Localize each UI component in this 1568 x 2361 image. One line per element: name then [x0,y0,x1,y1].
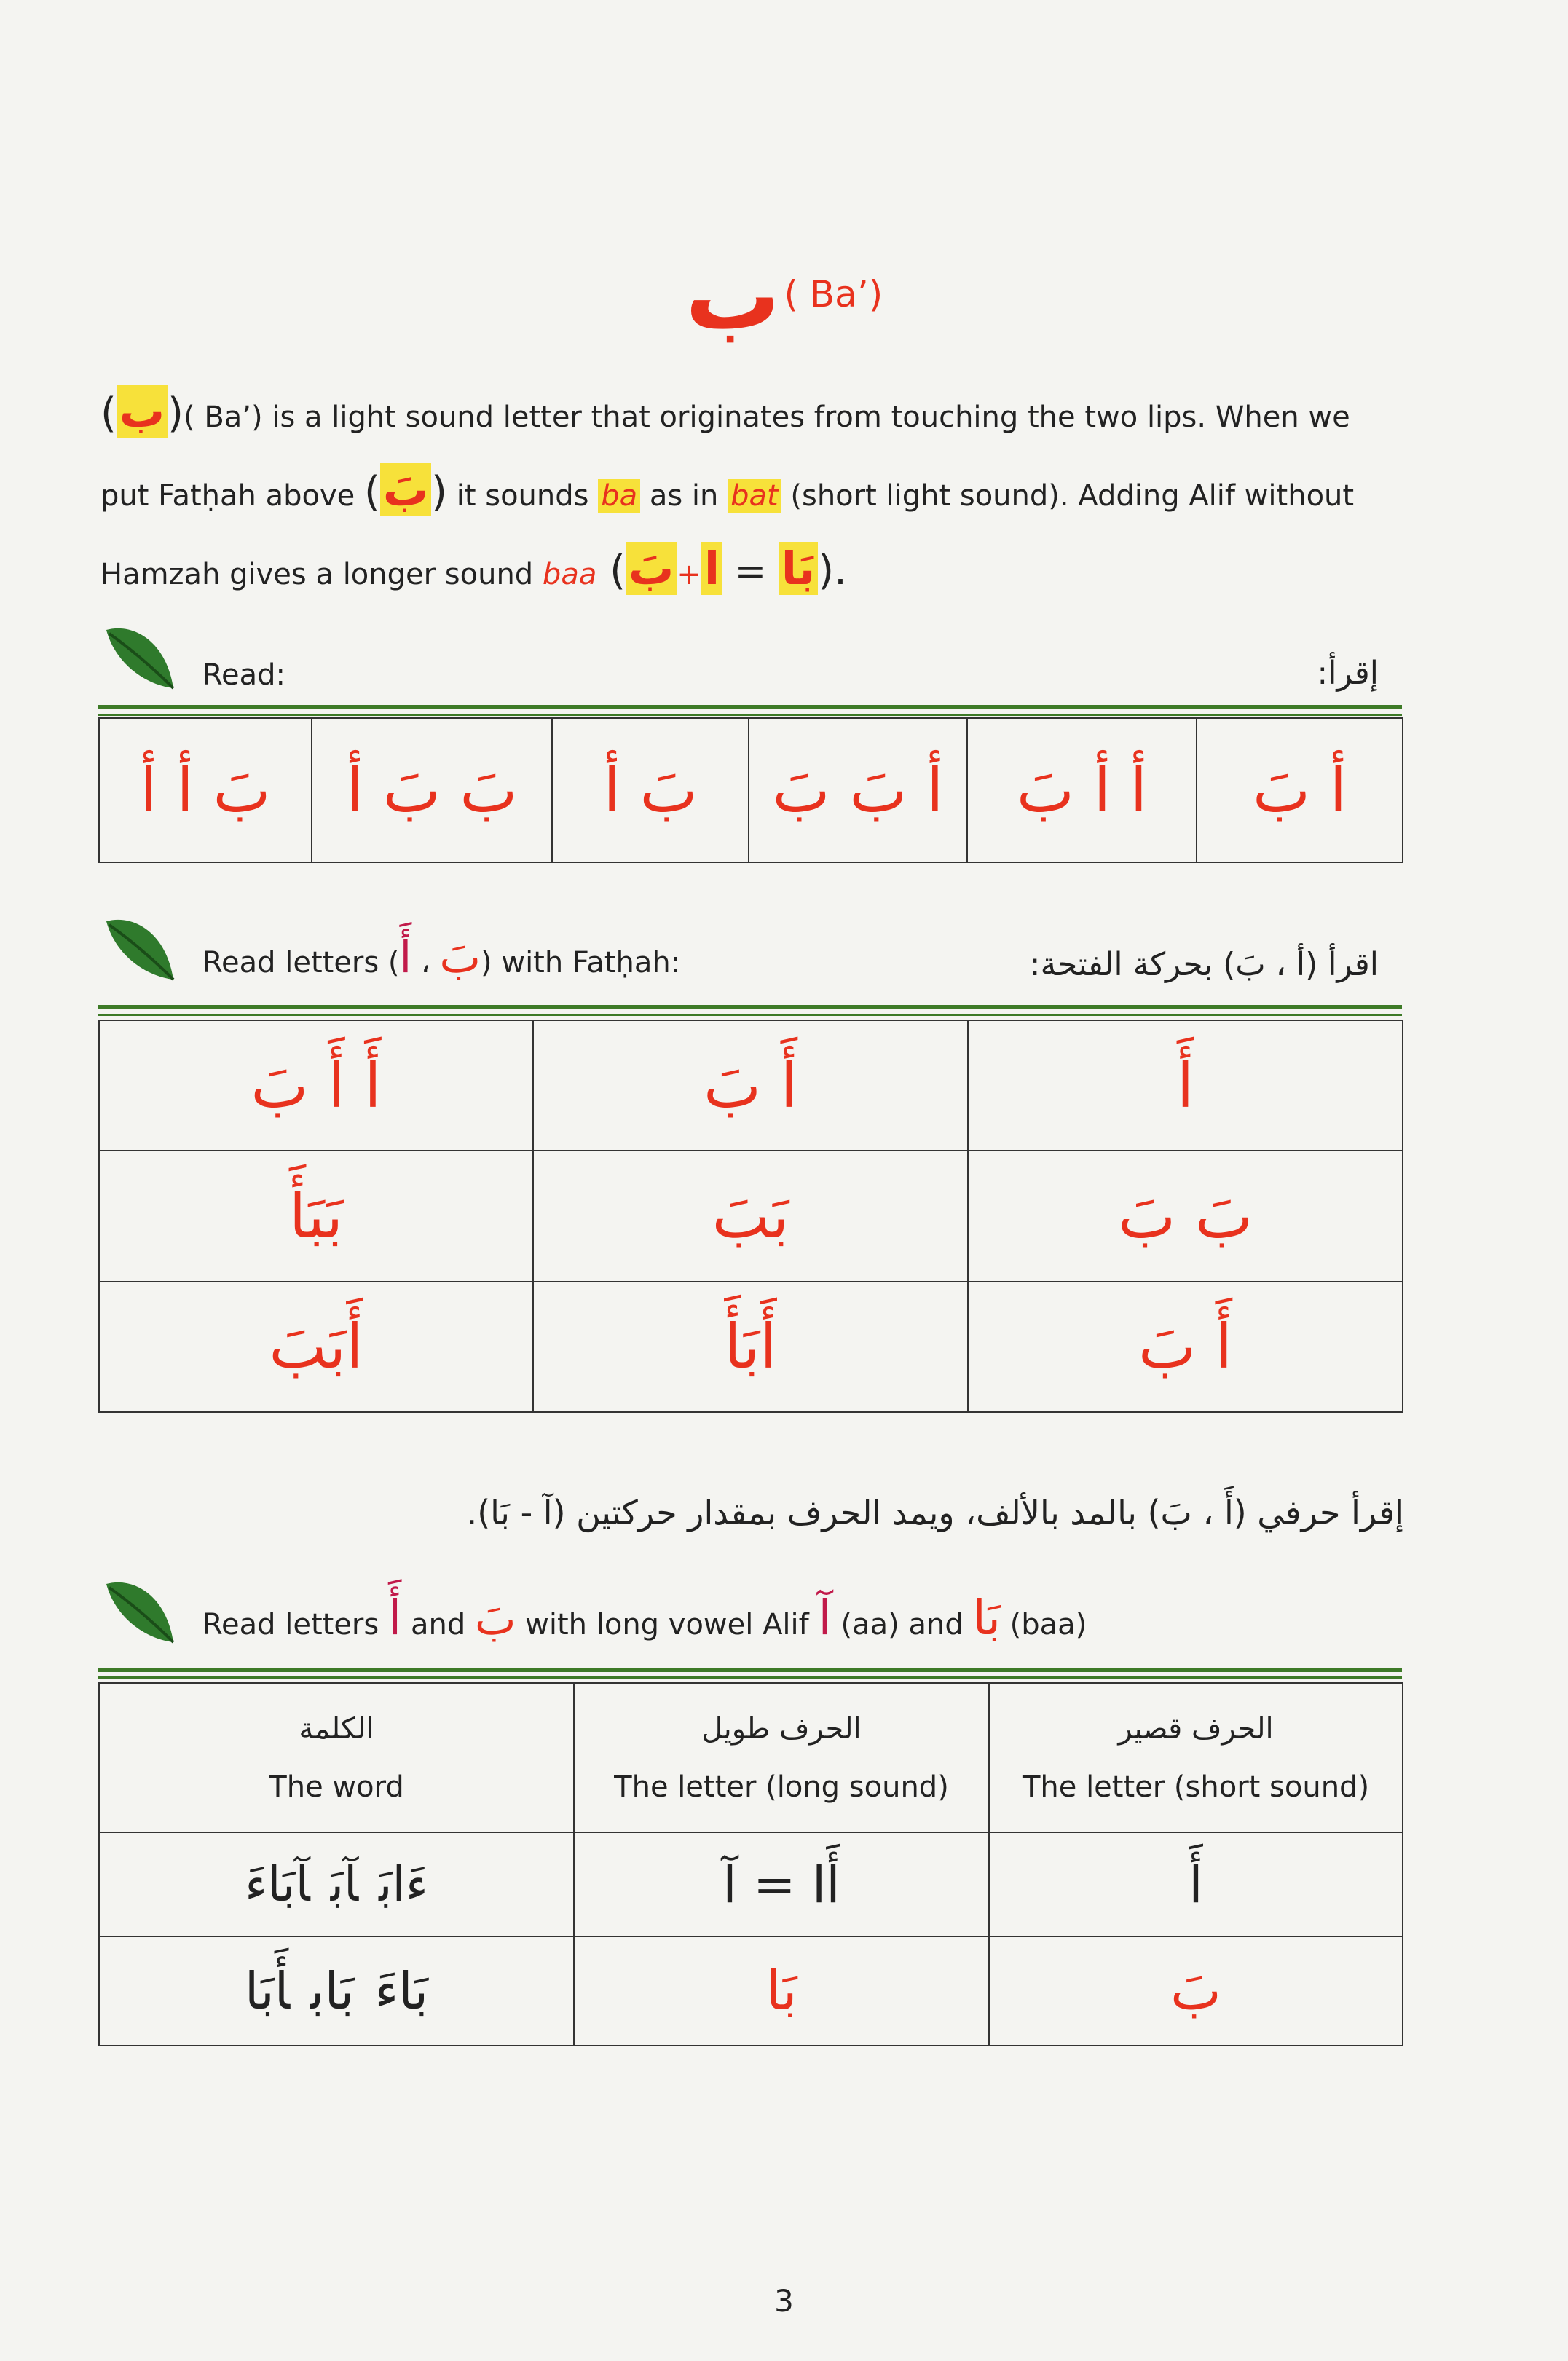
read-table [98,717,1403,863]
table-cell: أ أ بَ [967,718,1197,862]
intro-line-1: (ب)( Ba’) is a light sound letter that originates from touching the two lips. When we [101,385,1350,438]
fathah-table [98,1020,1403,1413]
table-cell: أَبَبَ [99,1282,533,1412]
divider [98,1676,1402,1679]
table-cell: أَ [989,1832,1403,1936]
table-cell: أَا = آ [574,1832,989,1936]
divider [98,1668,1402,1672]
title-letter: ب [685,240,781,351]
table-cell: بَبَ [533,1151,968,1281]
read-label-ar: إقرأ: [1317,655,1379,692]
table-row [99,1282,1403,1412]
table-cell: بَبَأَ [99,1151,533,1281]
table-cell: أ بَ بَ [749,718,967,862]
table-cell: بَا [574,1936,989,2046]
fathah-label-ar: اقرأ (أ ، بَ) بحركة الفتحة: [1029,946,1379,983]
column-header: الكلمة The word [99,1683,574,1832]
table-row [99,1936,1403,2046]
long-vowel-table [98,1682,1403,2046]
table-row [99,1020,1403,1151]
intro-line-3: Hamzah gives a longer sound baa ( بَا = ا+بَ ). [101,542,847,595]
table-cell: بَ أ أ [99,718,312,862]
leaf-icon [101,1573,181,1653]
table-cell: أ بَ [1197,718,1403,862]
section-long-vowel-header [101,1558,1400,1653]
divider [98,1014,1402,1016]
table-cell: ءَابَآبَآبَاءَ [99,1832,574,1936]
instruction-ar: إقرأ حرفي (أَ ، بَ) بالمد بالألف، ويمد الحرف بمقدار حركتين (آ - بَا). [466,1493,1404,1532]
table-row [99,718,1403,862]
divider [98,714,1402,716]
read-label: Read: [202,658,285,692]
divider [98,1005,1402,1009]
divider [98,705,1402,709]
table-cell: بَ بَ [968,1151,1403,1281]
page-number: 3 [774,2283,794,2319]
column-header: الحرف طويل The letter (long sound) [574,1683,989,1832]
table-cell: أَ بَ [533,1020,968,1151]
table-header-row [99,1683,1403,1832]
section-read-header [101,612,1400,699]
title-name: ( Ba’) [784,273,883,315]
table-cell: بَ بَ أ [312,718,552,862]
page-title [0,240,1568,351]
leaf-icon [101,910,181,990]
table-cell: أَ أَ بَ [99,1020,533,1151]
fathah-label: Read letters ( بَ ، أَ ) with Fatḥah: [202,932,681,983]
table-cell: بَاءَبَابأَبَا [99,1936,574,2046]
table-row [99,1151,1403,1281]
table-cell: أَبَأَ [533,1282,968,1412]
table-cell: بَ أ [552,718,749,862]
intro-paragraph [101,375,1397,611]
highlight-letter: ب [117,385,168,438]
intro-line-2: put Fatḥah above (بَ) it sounds ba as in bat (short light sound). Adding Alif without [101,463,1355,516]
table-row [99,1832,1403,1936]
table-cell: أَ [968,1020,1403,1151]
long-vowel-label: Read letters أَ and بَ with long vowel Alif آ (aa) and بَا (baa) [202,1590,1087,1646]
column-header: الحرف قصير The letter (short sound) [989,1683,1403,1832]
table-cell: أَ بَ [968,1282,1403,1412]
leaf-icon [101,619,181,699]
section-fathah-header [101,903,1400,990]
table-cell: بَ [989,1936,1403,2046]
